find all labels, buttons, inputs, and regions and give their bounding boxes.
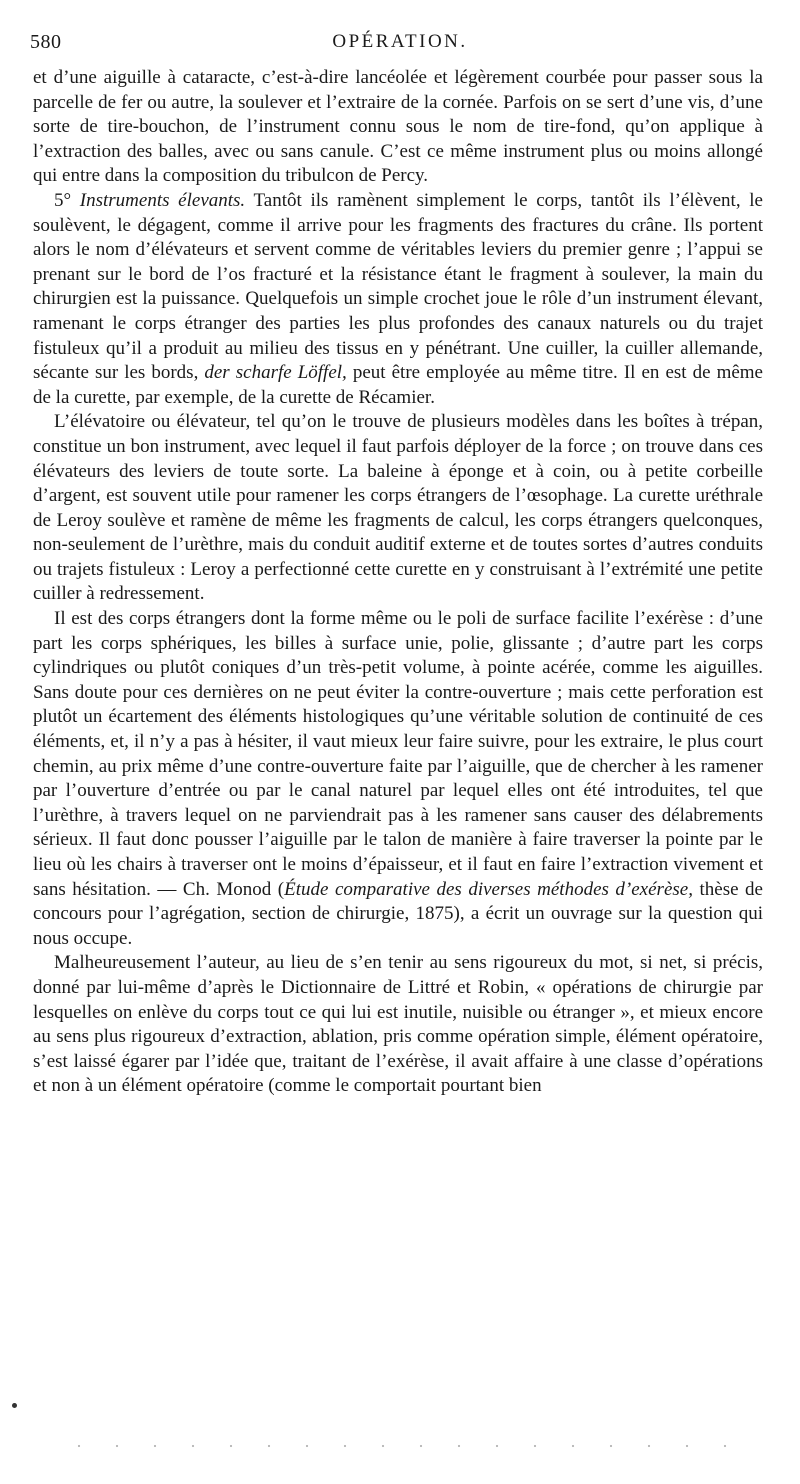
body-text	[33, 66, 763, 1099]
text-run: Malheureusement l’auteur, au lieu de s’en tenir au sens rigoureux du mot, si net, si précis, donné par lui-même d’après le Dictionnaire de Littré et Robin, « opérations de chirurgie par lesquelles on enlève du corps tout ce qui lui est inutile, nuisible ou étranger », et mieux encore au sens plus rigoureux d’extraction, ablation, pris comme opération simple, élément opératoire, s’est laissé égarer par l’idée que, traitant de l’exérèse, il avait affaire à une classe d’opérations et non à un élément opératoire (comme le comportait pourtant bien	[33, 952, 763, 1097]
italic-phrase: der scharfe Löffel,	[204, 362, 347, 384]
italic-phrase: Instruments élevants.	[79, 189, 246, 211]
running-title: OPÉRATION.	[332, 31, 468, 52]
text-run: Tantôt ils ramènent simplement le corps, tantôt ils l’élèvent, le soulèvent, le dégagent, comme il arrive pour les fragments des fractures du crâne. Ils portent alors le nom d’élévateurs et servent comme de véritables leviers du premier genre ; l’appui se prenant sur le bord de l’os fracturé et la résistance étant le fragment à soulever, la main du chirurgien est la puissance. Quelquefois un simple crochet joue le rôle d’un instrument élevant, ramenant le corps étranger des parties les plus profondes des canaux naturels ou du trajet fistuleux qu’il a produit au milieu des tissus en y pénétrant. Une cuiller, la cuiller allemande, sécante sur les bords,	[33, 189, 763, 384]
page-number: 580	[30, 31, 62, 53]
margin-mark	[12, 1403, 17, 1408]
paragraph	[33, 410, 763, 607]
paragraph	[33, 66, 763, 189]
italic-phrase: Étude comparative des diverses méthodes d’exérèse,	[284, 878, 693, 900]
text-run: L’élévatoire ou élévateur, tel qu’on le trouve de plusieurs modèles dans les boîtes à trépan, constitue un bon instrument, avec lequel il faut parfois déployer de la force ; on trouve dans ces élévateurs des leviers de toute sorte. La baleine à éponge et à coin, ou à petite corbeille d’argent, est souvent utile pour ramener les corps étrangers de l’œsophage. La curette uréthrale de Leroy soulève et ramène de même les fragments de calcul, les corps étrangers quelconques, non-seulement de l’urèthre, mais du conduit auditif externe et de toutes sortes d’autres conduits ou trajets fistuleux : Leroy a perfectionné cette curette en y construisant à l’extrémité une petite cuiller à redressement.	[33, 411, 763, 605]
bottom-margin-specks	[60, 1444, 760, 1448]
running-head	[30, 31, 770, 59]
text-run: et d’une aiguille à cataracte, c’est-à-dire lancéolée et légèrement courbée pour passer sous la parcelle de fer ou autre, la soulever et l’extraire de la cornée. Parfois on se sert d’une vis, d’une sorte de tire-bouchon, de l’instrument connu sous le nom de tire-fond, qu’on applique à l’extraction des balles, avec ou sans canule. C’est ce même instrument plus ou moins allongé qui entre dans la composition du tribulcon de Percy.	[33, 67, 763, 187]
paragraph	[33, 607, 763, 951]
text-run: thèse de concours pour l’agrégation, section de chirurgie, 1875), a écrit un ouvrage sur la question qui nous occupe.	[33, 878, 763, 949]
paragraph	[33, 951, 763, 1099]
text-run: 5°	[54, 189, 80, 211]
text-run: Il est des corps étrangers dont la forme même ou le poli de surface facilite l’exérèse : d’une part les corps sphériques, les billes à surface unie, polie, glissante ; d’autre part les corps cylindriques ou plutôt coniques d’un très-petit volume, à pointe acérée, comme les aiguilles. Sans doute pour ces dernières on ne peut éviter la contre-ouverture ; mais cette perforation est plutôt un écartement des éléments histologiques qu’une véritable solution de continuité de ces éléments, et, il n’y a pas à hésiter, il vaut mieux leur faire suivre, pour les extraire, le plus court chemin, au prix même d’une contre-ouverture faite par l’aiguille, que de chercher à les ramener par l’ouverture d’entrée ou par le canal naturel par lequel elles ont été introduites, tel que l’urèthre, à travers lequel on ne parviendrait pas à les ramener sans causer des délabrements sérieux. Il faut donc pousser l’aiguille par le talon de manière à faire traverser la pointe par le lieu où les chairs à traverser ont le moins d’épaisseur, et il faut en faire l’extraction vivement et sans hésitation. — Ch. Monod (	[33, 608, 763, 900]
paragraph	[33, 189, 763, 410]
text-run: peut être employée au même titre. Il en est de même de la curette, par exemple, de la curette de Récamier.	[33, 362, 763, 408]
